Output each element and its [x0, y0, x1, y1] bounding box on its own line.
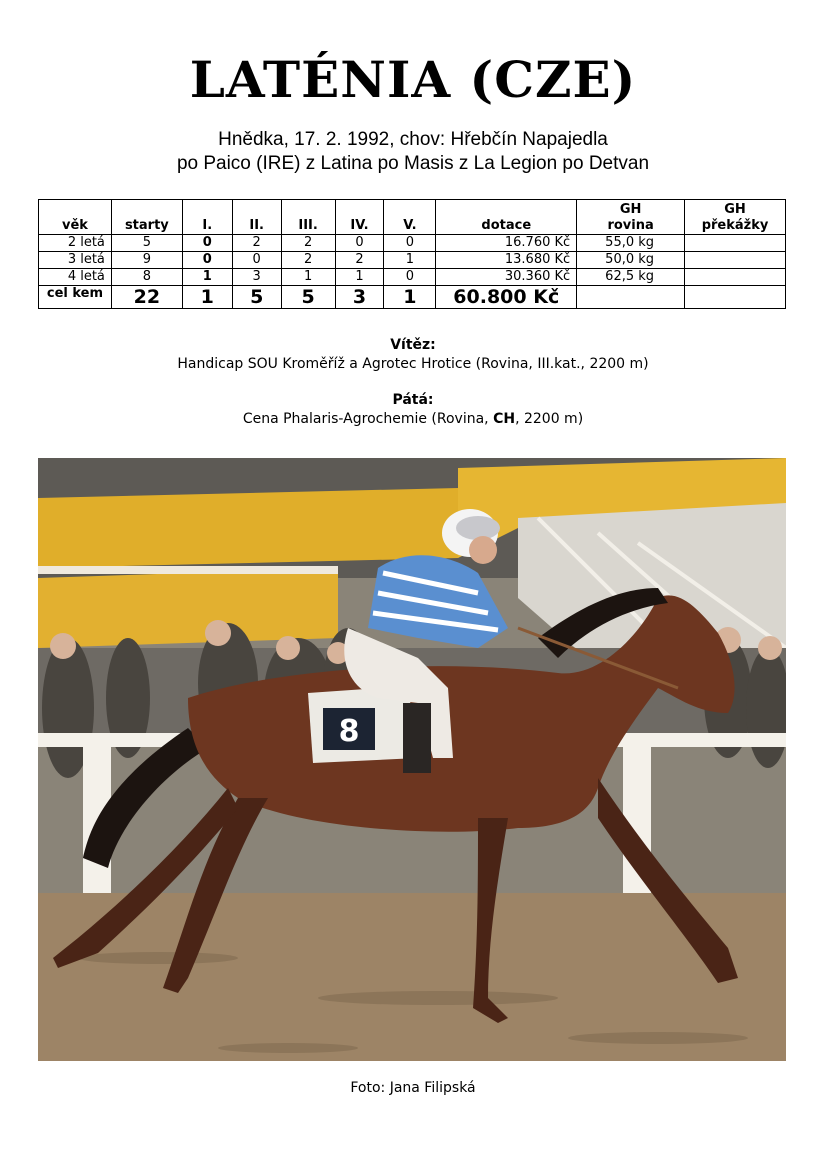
- cell-age: 4 letá: [39, 269, 112, 286]
- cell-second: 3: [232, 269, 281, 286]
- cell-prize: 16.760 Kč: [436, 235, 577, 252]
- cell-starts: 8: [111, 269, 182, 286]
- cell-fifth: 1: [384, 252, 436, 269]
- horse-info-line: Hnědka, 17. 2. 1992, chov: Hřebčín Napajedla: [218, 129, 608, 150]
- col-header-starts: starty: [111, 200, 182, 235]
- cell-fifth: 0: [384, 235, 436, 252]
- cell-age: 3 letá: [39, 252, 112, 269]
- race-photo: [38, 458, 786, 1061]
- race-statistics-table: [38, 199, 786, 309]
- cell-first: 0: [182, 235, 232, 252]
- cell-gh-jump: [685, 235, 786, 252]
- cell-total-first: 1: [182, 286, 232, 309]
- page-title: LATÉNIA (CZE): [189, 50, 637, 109]
- table-row: [39, 252, 786, 269]
- col-header-third: III.: [281, 200, 335, 235]
- cell-starts: 9: [111, 252, 182, 269]
- cell-total-label: cel kem: [39, 286, 112, 309]
- cell-prize: 13.680 Kč: [436, 252, 577, 269]
- cell-fourth: 1: [335, 269, 384, 286]
- col-header-fourth: IV.: [335, 200, 384, 235]
- cell-total-second: 5: [232, 286, 281, 309]
- fifth-heading: Pátá:: [392, 392, 434, 408]
- winner-race: Handicap SOU Kroměříž a Agrotec Hrotice (Rovina, III.kat., 2200 m): [177, 356, 649, 372]
- cell-third: 2: [281, 235, 335, 252]
- cell-third: 2: [281, 252, 335, 269]
- col-header-first: I.: [182, 200, 232, 235]
- cell-gh-jump: [685, 252, 786, 269]
- cell-total-third: 5: [281, 286, 335, 309]
- col-header-gh-jump: GH překážky: [685, 200, 786, 235]
- table-row: [39, 235, 786, 252]
- cell-second: 0: [232, 252, 281, 269]
- table-header-row: [39, 200, 786, 235]
- col-header-gh-flat: GH rovina: [577, 200, 685, 235]
- cell-total-gh-flat: [577, 286, 685, 309]
- table-total-row: [39, 286, 786, 309]
- cell-second: 2: [232, 235, 281, 252]
- cell-starts: 5: [111, 235, 182, 252]
- cell-gh-flat: 50,0 kg: [577, 252, 685, 269]
- cell-gh-flat: 55,0 kg: [577, 235, 685, 252]
- cell-gh-flat: 62,5 kg: [577, 269, 685, 286]
- cell-first: 0: [182, 252, 232, 269]
- photo-credit: Foto: Jana Filipská: [350, 1080, 476, 1096]
- cell-fourth: 0: [335, 235, 384, 252]
- winner-heading: Vítěz:: [390, 337, 436, 353]
- cell-total-prize: 60.800 Kč: [436, 286, 577, 309]
- cell-third: 1: [281, 269, 335, 286]
- cell-first: 1: [182, 269, 232, 286]
- col-header-second: II.: [232, 200, 281, 235]
- pedigree-line: po Paico (IRE) z Latina po Masis z La Legion po Detvan: [176, 153, 650, 174]
- cell-fifth: 0: [384, 269, 436, 286]
- table-row: [39, 269, 786, 286]
- cell-total-fifth: 1: [384, 286, 436, 309]
- col-header-fifth: V.: [384, 200, 436, 235]
- cell-age: 2 letá: [39, 235, 112, 252]
- col-header-age: věk: [39, 200, 112, 235]
- horse-photo-illustration: [38, 458, 786, 1061]
- cell-fourth: 2: [335, 252, 384, 269]
- cell-prize: 30.360 Kč: [436, 269, 577, 286]
- fifth-race: Cena Phalaris-Agrochemie (Rovina, CH, 2200 m): [242, 411, 584, 427]
- cell-gh-jump: [685, 269, 786, 286]
- col-header-prize: dotace: [436, 200, 577, 235]
- cell-total-gh-jump: [685, 286, 786, 309]
- saddle-cloth-number: 8: [338, 714, 360, 749]
- cell-total-starts: 22: [111, 286, 182, 309]
- cell-total-fourth: 3: [335, 286, 384, 309]
